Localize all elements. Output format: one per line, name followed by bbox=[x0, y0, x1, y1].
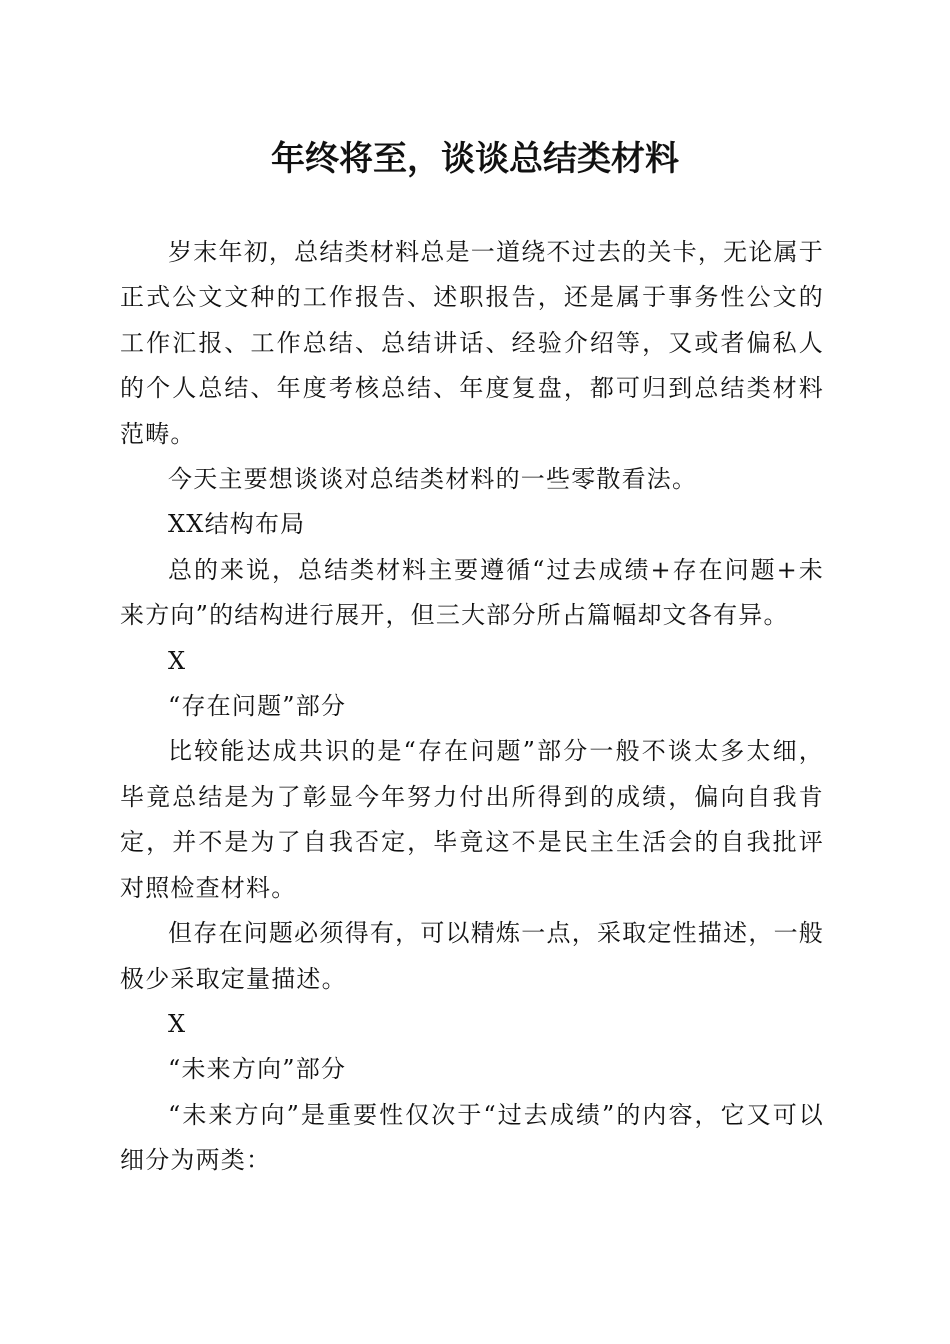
paragraph-future: “未来方向”是重要性仅次于“过去成绩”的内容，它又可以细分为两类： bbox=[120, 1100, 824, 1175]
section-heading-structure: XX结构布局 bbox=[168, 510, 306, 539]
document-body bbox=[120, 230, 824, 1184]
paragraph-structure: 总的来说，总结类材料主要遵循“过去成绩+存在问题+未来方向”的结构进行展开，但三大部分所占篇幅却文各有异。 bbox=[120, 555, 824, 630]
paragraph-problems-1: 比较能达成共识的是“存在问题”部分一般不谈太多太细，毕竟总结是为了彰显今年努力付出所得到的成绩，偏向自我肯定，并不是为了自我否定，毕竟这不是民主生活会的自我批评对照检查材料。 bbox=[120, 737, 824, 902]
section-heading-future: “未来方向”部分 bbox=[168, 1055, 347, 1084]
paragraph-problems-2: 但存在问题必须得有，可以精炼一点，采取定性描述，一般极少采取定量描述。 bbox=[120, 919, 824, 993]
paragraph-intro: 岁末年初，总结类材料总是一道绕不过去的关卡，无论属于正式公文文种的工作报告、述职报告，还是属于事务性公文的工作汇报、工作总结、总结讲话、经验介绍等，又或者偏私人的个人总结、年度考核总结、年度复盘，都可归到总结类材料范畴。 bbox=[120, 238, 824, 448]
paragraph-purpose: 今天主要想谈谈对总结类材料的一些零散看法。 bbox=[168, 465, 698, 494]
section-heading-problems: “存在问题”部分 bbox=[168, 692, 347, 721]
document-title: 年终将至，谈谈总结类材料 bbox=[271, 139, 679, 179]
section-number: X bbox=[168, 646, 187, 675]
section-number: X bbox=[168, 1009, 187, 1038]
